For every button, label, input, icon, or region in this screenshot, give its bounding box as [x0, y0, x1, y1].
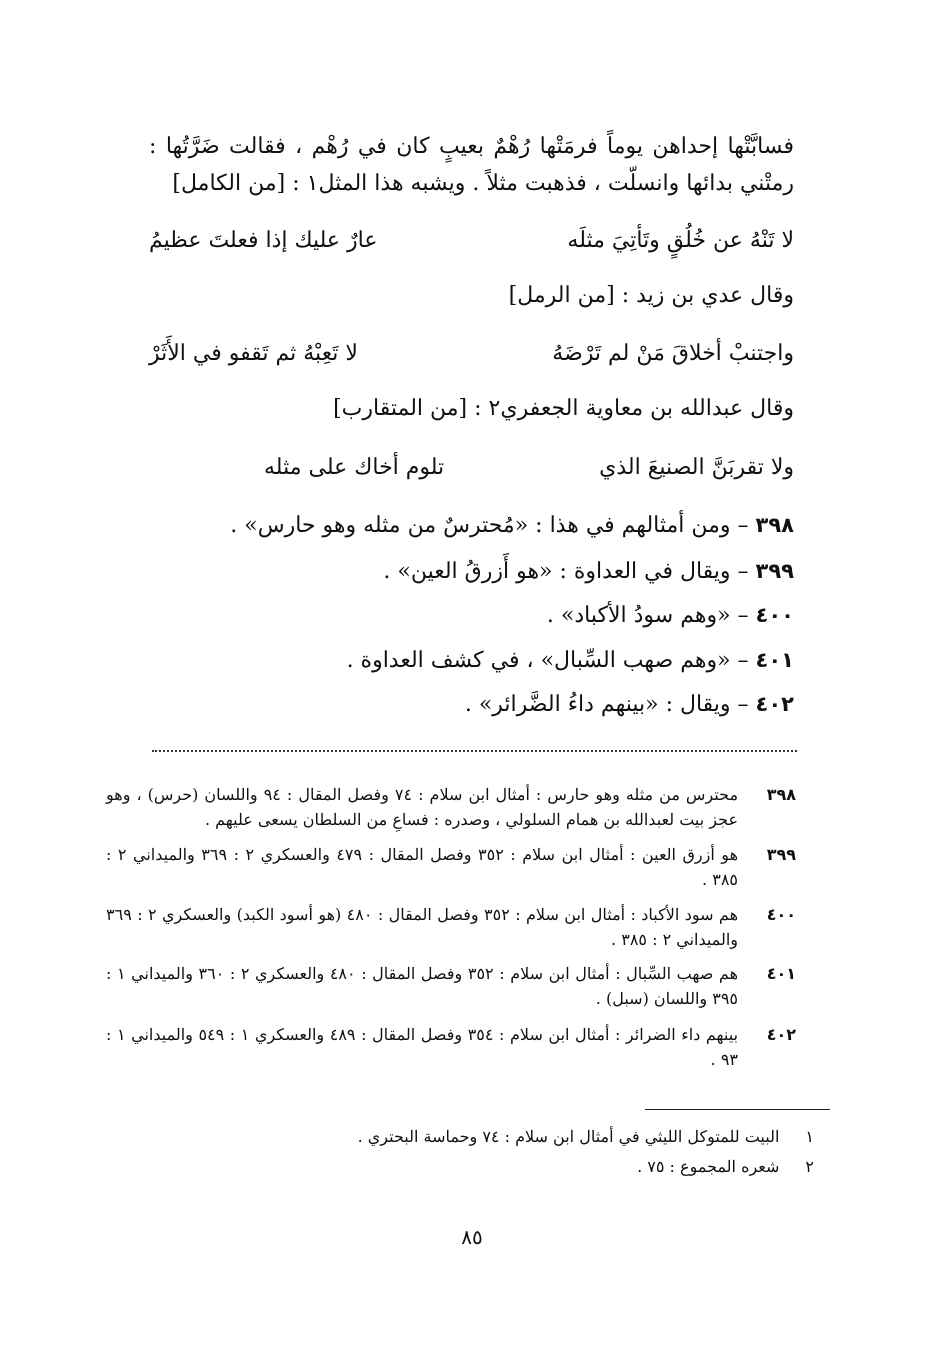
proverb-number: ٤٠٢ [755, 692, 794, 716]
source-number: ٤٠١ [766, 964, 796, 983]
proverb-number: ٣٩٨ [755, 513, 794, 537]
sources-divider [152, 750, 797, 752]
source-entry [106, 902, 796, 952]
footnote-rule [645, 1109, 830, 1110]
verse-3-second-hemistich: تلوم أخاك على مثله [264, 455, 445, 480]
verse-3-intro: وقال عبدالله بن معاوية الجعفري٢ : [من المتقارب] [333, 396, 794, 421]
source-text: محترس من مثله وهو حارس : أمثال ابن سلام : ٧٤ وفصل المقال : ٩٤ واللسان (حرس) ، وهو عجز بيت لعبدالله بن همام السلولي ، وصدره : فساعِ من السلطان يسعى عليهم . [106, 785, 739, 829]
source-text: هم صهب السِّبال : أمثال ابن سلام : ٣٥٢ وفصل المقال : ٤٨٠ والعسكري ٢ : ٣٦٠ والميداني ١ : ٣٩٥ واللسان (سبل) . [106, 964, 739, 1008]
verse-2-intro: وقال عدي بن زيد : [من الرمل] [508, 283, 794, 308]
proverb-entry [230, 508, 794, 543]
proverb-text: – ويقال : «بينهم داءُ الضَّرائر» . [464, 692, 749, 717]
proverb-number: ٤٠١ [755, 648, 794, 672]
source-number: ٤٠٠ [766, 905, 796, 924]
proverb-entry [347, 643, 794, 678]
proverb-entry [547, 598, 794, 633]
proverb-text: – ويقال في العداوة : «هو أَزرقُ العين» . [383, 559, 749, 584]
proverb-entry [383, 554, 794, 589]
verse-1-first-hemistich: لا تَنْهُ عن خُلُقٍ وتَأتِيَ مثلَه [567, 228, 794, 253]
verse-2-first-hemistich: واجتنبْ أخلاقَ مَنْ لم تَرْضَهُ [552, 341, 794, 366]
source-entry [106, 1022, 796, 1072]
proverb-text: – «وهم صهب السِّبال» ، في كشف العداوة . [346, 648, 749, 673]
verse-1-second-hemistich: عارٌ عليك إذا فعلتَ عظيمُ [149, 228, 378, 253]
proverb-number: ٣٩٩ [755, 559, 794, 583]
source-entry [106, 961, 796, 1011]
verse-1 [149, 228, 794, 253]
footnote [358, 1127, 814, 1146]
verse-2 [149, 341, 794, 366]
source-entry [106, 782, 796, 832]
intro-paragraph: فسابَّتْها إحداهن يوماً فرمَتْها رُهْمٌ بعيبٍ كان في رُهْم ، فقالت ضَرَّتُها : رمتْني بدائها وانسلّت ، فذهبت مثلاً . ويشبه هذا المثل١ : [من الكامل] [149, 134, 794, 196]
verse-3-first-hemistich: ولا تقربَنَّ الصنيعَ الذي [599, 455, 794, 480]
footnote-number: ١ [805, 1127, 814, 1146]
source-text: بينهم داء الضرائر : أمثال ابن سلام : ٣٥٤ وفصل المقال : ٤٨٩ والعسكري ١ : ٥٤٩ والميداني ١ : ٩٣ . [106, 1025, 739, 1069]
source-entry [106, 842, 796, 892]
proverb-entry [465, 687, 794, 722]
source-text: هم سود الأكباد : أمثال ابن سلام : ٣٥٢ وفصل المقال : ٤٨٠ (هو أسود الكبد) والعسكري ٢ : ٣٦٩ والميداني ٢ : ٣٨٥ . [106, 905, 739, 949]
footnote-text: شعره المجموع : ٧٥ . [637, 1157, 780, 1176]
verse-3 [264, 455, 794, 480]
source-number: ٤٠٢ [766, 1025, 796, 1044]
footnote-text: البيت للمتوكل الليثي في أمثال ابن سلام : ٧٤ وحماسة البحتري . [357, 1127, 780, 1146]
page-number: ٨٥ [461, 1225, 483, 1249]
verse-2-second-hemistich: لا تَعِبْهُ ثم تَقفو في الأَثَرْ [149, 341, 358, 366]
source-number: ٣٩٩ [766, 845, 796, 864]
source-text: هو أزرق العين : أمثال ابن سلام : ٣٥٢ وفصل المقال : ٤٧٩ والعسكري ٢ : ٣٦٩ والميداني ٢ : ٣٨٥ . [106, 845, 739, 889]
proverb-text: – «وهم سودُ الأكباد» . [546, 603, 749, 628]
proverb-number: ٤٠٠ [755, 603, 794, 627]
footnote [637, 1157, 814, 1176]
source-number: ٣٩٨ [766, 785, 796, 804]
proverb-text: – ومن أمثالهم في هذا : «مُحترسٌ من مثله وهو حارس» . [230, 513, 749, 538]
footnote-number: ٢ [805, 1157, 814, 1176]
